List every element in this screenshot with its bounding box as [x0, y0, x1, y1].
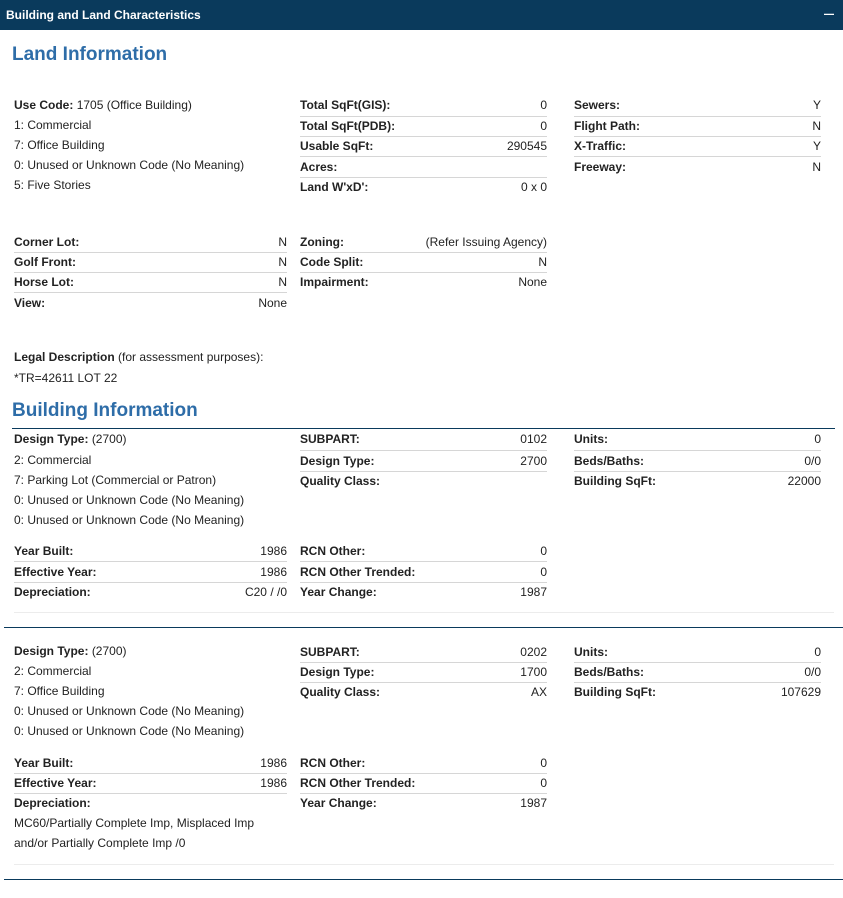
impairment-value: None: [518, 275, 547, 289]
design-line: 0: Unused or Unknown Code (No Meaning): [14, 513, 245, 527]
row-divider: [574, 682, 821, 683]
total-sqft-pdb-label: Total SqFt(PDB):: [300, 119, 396, 133]
design-type: [14, 432, 127, 446]
row-divider: [300, 682, 547, 683]
view-value: None: [258, 296, 287, 310]
design-type-code-label: Design Type:: [300, 454, 375, 468]
corner-lot-value: N: [278, 235, 287, 249]
beds-baths-value: 0/0: [804, 454, 821, 468]
view-label: View:: [14, 296, 46, 310]
total-sqft-gis-value: 0: [540, 98, 547, 112]
row-divider: [300, 471, 547, 472]
depreciation-line: and/or Partially Complete Imp /0: [14, 836, 186, 850]
quality-class-label: Quality Class:: [300, 685, 381, 699]
total-sqft-gis-label: Total SqFt(GIS):: [300, 98, 391, 112]
year-change-label: Year Change:: [300, 585, 377, 599]
flight-path-value: N: [812, 119, 821, 133]
row-divider: [574, 450, 821, 451]
building-sqft-value: 107629: [780, 685, 821, 699]
row-divider: [300, 561, 547, 562]
effective-year-value: 1986: [260, 565, 287, 579]
year-built-label: Year Built:: [14, 544, 74, 558]
x-traffic-label: X-Traffic:: [574, 139, 627, 153]
row-divider: [14, 864, 834, 865]
design-type-value: (2700): [91, 644, 127, 658]
effective-year-label: Effective Year:: [14, 776, 97, 790]
year-change-value: 1987: [520, 585, 547, 599]
golf-front-label: Golf Front:: [14, 255, 76, 269]
panel-header: [0, 0, 843, 30]
use-line: 1: Commercial: [14, 118, 92, 132]
subpart-label: SUBPART:: [300, 432, 360, 446]
use-code-value: 1705 (Office Building): [76, 98, 192, 112]
panel-title: Building and Land Characteristics: [6, 8, 201, 22]
freeway-value: N: [812, 160, 821, 174]
design-line: 0: Unused or Unknown Code (No Meaning): [14, 724, 245, 738]
row-divider: [300, 116, 547, 117]
legal-description: [14, 350, 263, 364]
row-divider: [14, 582, 287, 583]
year-built-value: 1986: [260, 544, 287, 558]
units-value: 0: [814, 432, 821, 446]
subpart-value: 0102: [520, 432, 547, 446]
x-traffic-value: Y: [812, 139, 821, 153]
design-line: 2: Commercial: [14, 664, 92, 678]
units-value: 0: [814, 645, 821, 659]
legal-note: (for assessment purposes):: [118, 350, 264, 364]
row-divider: [14, 272, 287, 273]
beds-baths-label: Beds/Baths:: [574, 454, 645, 468]
freeway-label: Freeway:: [574, 160, 627, 174]
row-divider: [300, 252, 547, 253]
row-divider: [300, 156, 547, 157]
sewers-label: Sewers:: [574, 98, 621, 112]
beds-baths-value: 0/0: [804, 665, 821, 679]
row-divider: [574, 662, 821, 663]
rcn-other-trended-value: 0: [540, 776, 547, 790]
rcn-other-value: 0: [540, 756, 547, 770]
row-divider: [14, 561, 287, 562]
acres-label: Acres:: [300, 160, 338, 174]
building-sqft-value: 22000: [787, 474, 821, 488]
design-type-code-label: Design Type:: [300, 665, 375, 679]
use-line: 0: Unused or Unknown Code (No Meaning): [14, 158, 245, 172]
row-divider: [300, 793, 547, 794]
design-type-label: Design Type:: [14, 432, 89, 446]
effective-year-label: Effective Year:: [14, 565, 97, 579]
design-line: 7: Parking Lot (Commercial or Patron): [14, 473, 217, 487]
depreciation-label: Depreciation:: [14, 585, 91, 599]
rcn-other-trended-label: RCN Other Trended:: [300, 565, 416, 579]
quality-class-label: Quality Class:: [300, 474, 381, 488]
section-divider: [12, 428, 835, 429]
use-code-label: Use Code:: [14, 98, 74, 112]
row-divider: [574, 471, 821, 472]
row-divider: [300, 272, 547, 273]
rcn-other-trended-label: RCN Other Trended:: [300, 776, 416, 790]
units-label: Units:: [574, 432, 608, 446]
building-sqft-label: Building SqFt:: [574, 474, 656, 488]
year-built-label: Year Built:: [14, 756, 74, 770]
design-type-code-value: 1700: [520, 665, 547, 679]
row-divider: [14, 793, 287, 794]
row-divider: [14, 292, 287, 293]
corner-lot-label: Corner Lot:: [14, 235, 80, 249]
legal-value: *TR=42611 LOT 22: [14, 371, 118, 385]
row-divider: [300, 136, 547, 137]
design-line: 7: Office Building: [14, 684, 105, 698]
impairment-label: Impairment:: [300, 275, 369, 289]
total-sqft-pdb-value: 0: [540, 119, 547, 133]
use-code: [14, 98, 192, 112]
horse-lot-label: Horse Lot:: [14, 275, 74, 289]
row-divider: [300, 582, 547, 583]
row-divider: [574, 116, 821, 117]
row-divider: [574, 156, 821, 157]
row-divider: [300, 177, 547, 178]
sewers-value: Y: [812, 98, 821, 112]
design-type: [14, 644, 127, 658]
effective-year-value: 1986: [260, 776, 287, 790]
land-dimensions-label: Land W'xD':: [300, 180, 369, 194]
year-change-value: 1987: [520, 796, 547, 810]
row-divider: [14, 612, 834, 613]
units-label: Units:: [574, 645, 608, 659]
row-divider: [300, 450, 547, 451]
design-line: 0: Unused or Unknown Code (No Meaning): [14, 704, 245, 718]
building-sqft-label: Building SqFt:: [574, 685, 656, 699]
golf-front-value: N: [278, 255, 287, 269]
rcn-other-label: RCN Other:: [300, 544, 366, 558]
zoning-label: Zoning:: [300, 235, 344, 249]
zoning-value: (Refer Issuing Agency): [425, 235, 547, 249]
collapse-icon[interactable]: –: [823, 3, 834, 23]
rcn-other-value: 0: [540, 544, 547, 558]
flight-path-label: Flight Path:: [574, 119, 640, 133]
depreciation-label: Depreciation:: [14, 796, 91, 810]
use-line: 7: Office Building: [14, 138, 105, 152]
beds-baths-label: Beds/Baths:: [574, 665, 645, 679]
design-line: 2: Commercial: [14, 453, 92, 467]
subpart-value: 0202: [520, 645, 547, 659]
row-divider: [300, 662, 547, 663]
use-line: 5: Five Stories: [14, 178, 91, 192]
year-change-label: Year Change:: [300, 796, 377, 810]
subpart-label: SUBPART:: [300, 645, 360, 659]
design-type-value: (2700): [91, 432, 127, 446]
depreciation-line: MC60/Partially Complete Imp, Misplaced Imp: [14, 816, 255, 830]
design-type-code-value: 2700: [520, 454, 547, 468]
land-heading: Land Information: [12, 44, 168, 65]
design-line: 0: Unused or Unknown Code (No Meaning): [14, 493, 245, 507]
row-divider: [574, 136, 821, 137]
code-split-label: Code Split:: [300, 255, 364, 269]
row-divider: [14, 773, 287, 774]
row-divider: [300, 773, 547, 774]
code-split-value: N: [538, 255, 547, 269]
section-divider: [4, 627, 843, 628]
rcn-other-label: RCN Other:: [300, 756, 366, 770]
building-heading: Building Information: [12, 400, 198, 421]
depreciation-value: C20 / /0: [244, 585, 287, 599]
section-divider: [4, 879, 843, 880]
design-type-label: Design Type:: [14, 644, 89, 658]
usable-sqft-value: 290545: [506, 139, 547, 153]
rcn-other-trended-value: 0: [540, 565, 547, 579]
usable-sqft-label: Usable SqFt:: [300, 139, 374, 153]
row-divider: [14, 252, 287, 253]
quality-class-value: AX: [530, 685, 547, 699]
year-built-value: 1986: [260, 756, 287, 770]
legal-label: Legal Description: [14, 350, 115, 364]
land-dimensions-value: 0 x 0: [520, 180, 547, 194]
horse-lot-value: N: [278, 275, 287, 289]
